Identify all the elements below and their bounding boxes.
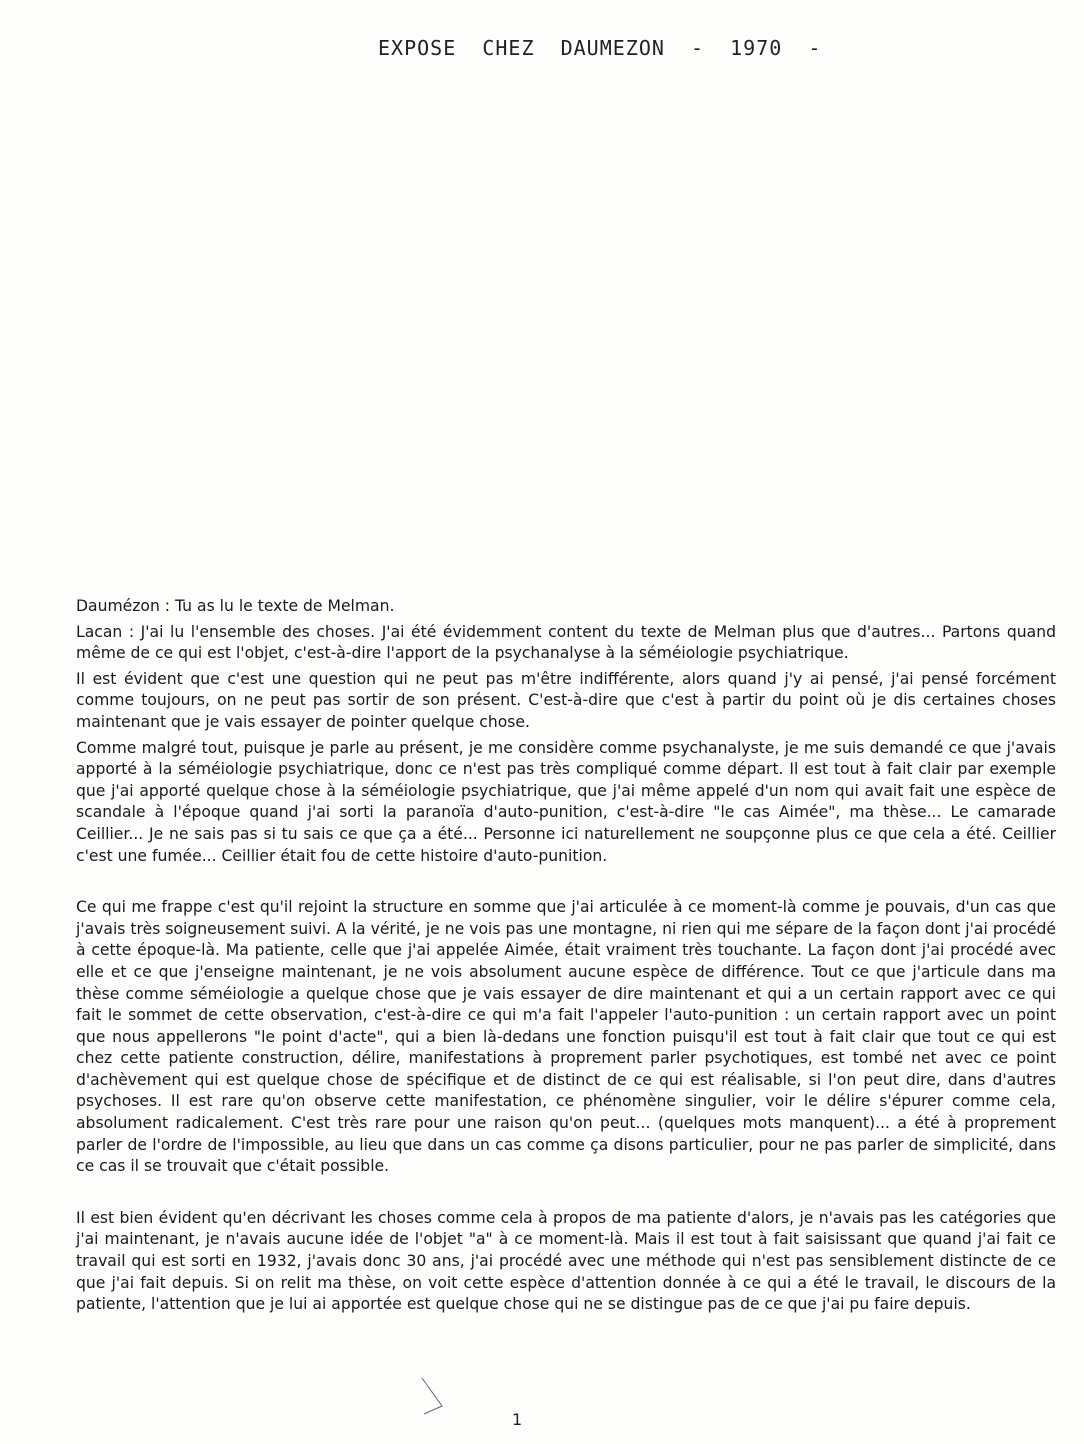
document-title: EXPOSE CHEZ DAUMEZON - 1970 - (378, 36, 822, 60)
paragraph-objet-a: Il est bien évident qu'en décrivant les choses comme cela à propos de ma patiente d'alors, je n'avais pas les catégories que j'ai maintenant, je n'avais aucune idée de l'objet "a" à ce moment-là. Mais il est tout à fait saisissant que quand j'ai fait ce travail qui est sorti en 1932, j'avais donc 30 ans, j'ai procédé avec une méthode qui n'est pas sensiblement distincte de ce que j'ai fait depuis. Si on relit ma thèse, on voit cette espèce d'attention donnée à ce qui a été le travail, le discours de la patiente, l'attention que je lui ai apportée est quelque chose qui ne se distingue pas de ce que j'ai pu faire depuis. (76, 1208, 1056, 1314)
paragraph-evident-question: Il est évident que c'est une question qui ne peut pas m'être indifférente, alors quand j'y ai pensé, j'ai pensé forcément comme toujours, on ne peut pas sortir de son présent. C'est-à-dire que c'est à partir du point où je dis certaines choses maintenant que je vais essayer de pointer quelque chose. (76, 669, 1056, 731)
paragraph-daumezon-text: Tu as lu le texte de Melman. (170, 597, 395, 615)
page-number: 1 (512, 1410, 523, 1429)
speaker-daumezon: Daumézon : (76, 597, 171, 615)
paragraph-semeiologie-apport: Comme malgré tout, puisque je parle au présent, je me considère comme psychanalyste, je me suis demandé ce que j'avais apporté à la séméiologie psychiatrique, donc ce n'est pas très compliqué comme départ. Il est tout à fait clair par exemple que j'ai apporté quelque chose à la séméiologie psychiatrique, que j'ai même appelé d'un nom qui avait fait une espèce de scandale à l'époque quand j'ai sorti la paranoïa d'auto-punition, c'est-à-dire "le cas Aimée", ma thèse... Le camarade Ceillier... Je ne sais pas si tu sais ce que ça a été... Personne ici naturellement ne soupçonne plus ce que cela a été. Ceillier c'est une fumée... Ceillier était fou de cette histoire d'auto-punition. (76, 738, 1056, 865)
pen-stroke-mark (420, 1376, 460, 1416)
document-body (76, 596, 1056, 1316)
paragraph-lacan-intro-text: J'ai lu l'ensemble des choses. J'ai été évidemment content du texte de Melman plus que d'autres... Partons quand même de ce qui est l'objet, c'est-à-dire l'apport de la psychanalyse à la séméiologie psychiatrique. (76, 622, 1056, 663)
paragraph-structure-aimee: Ce qui me frappe c'est qu'il rejoint la structure en somme que j'ai articulée à ce moment-là comme je pouvais, d'un cas que j'avais très soigneusement suivi. A la vérité, je ne vois pas une montagne, ni rien qui me sépare de la façon dont j'ai procédé à cette époque-là. Ma patiente, celle que j'ai appelée Aimée, était vraiment très touchante. La façon dont j'ai procédé avec elle et ce que j'enseigne maintenant, je ne vois absolument aucune espèce de différence. Tout ce que j'articule dans ma thèse comme séméiologie a quelque chose que je vais essayer de dire maintenant et qui a un certain rapport avec ce qui fait le sommet de cette observation, c'est-à-dire ce qui m'a fait l'appeler l'auto-punition : un certain rapport avec un point que nous appellerons "le point d'acte", qui a bien là-dedans une fonction puisqu'il est tout à fait clair que tout ce qui est chez cette patiente construction, délire, manifestations à proprement parler psychotiques, est tombé net avec ce point d'achèvement qui est quelque chose de spécifique et de distinct de ce qui est réalisable, si l'on peut dire, dans d'autres psychoses. Il est rare qu'on observe cette manifestation, ce phénomène singulier, voir le délire s'épurer comme cela, absolument radicalement. C'est très rare pour une raison qu'on peut... (quelques mots manquent)... a été à proprement parler de l'ordre de l'impossible, au lieu que dans un cas comme ça disons particulier, pour ne pas parler de simplicité, dans ce cas il se trouvait que c'était possible. (76, 898, 1056, 1176)
paragraph-daumezon (76, 596, 1056, 618)
speaker-lacan: Lacan : (76, 622, 135, 641)
paragraph-lacan-intro (76, 622, 1056, 665)
